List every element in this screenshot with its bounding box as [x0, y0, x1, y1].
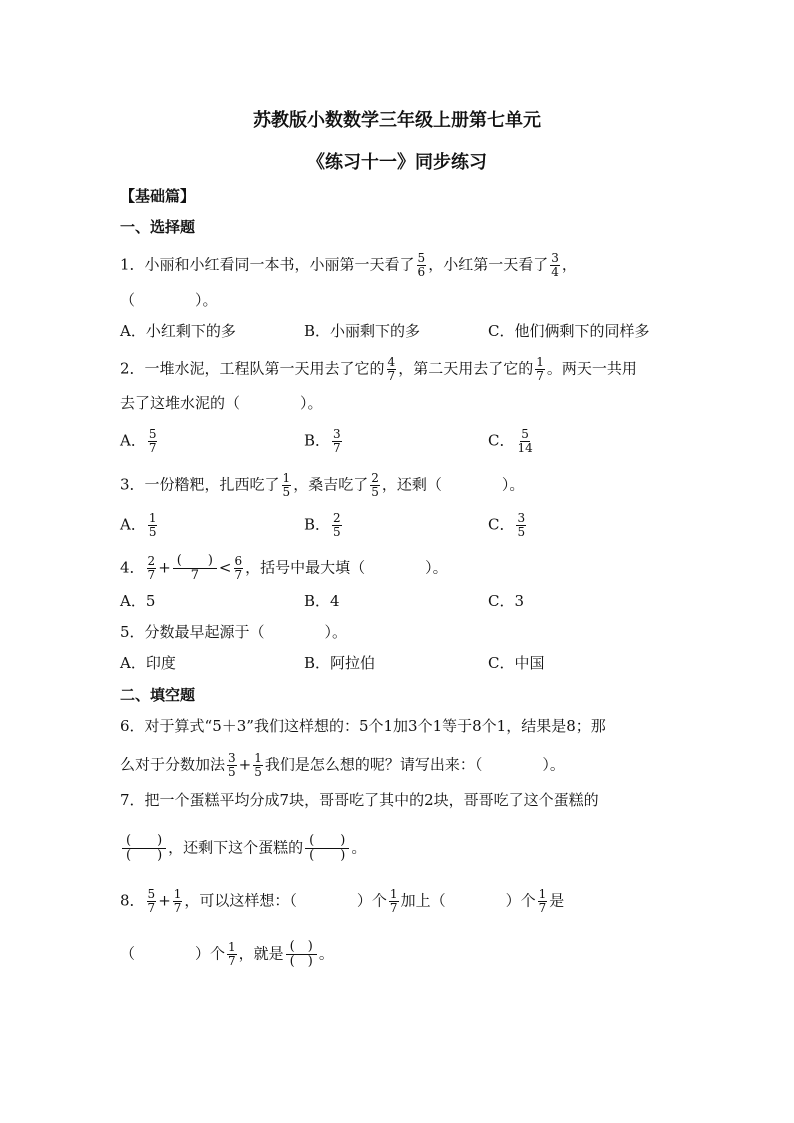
- question-6: 6．对于算式“5＋3”我们这样想的：5个1加3个1等于8个1，结果是8；那: [120, 717, 606, 735]
- q2-option-c[interactable]: C． $\frac{5}{14}$: [488, 427, 533, 455]
- part1-heading: 一、选择题: [120, 218, 196, 236]
- page-title: 苏教版小数数学三年级上册第七单元: [253, 110, 541, 131]
- question-4: 4． $\frac{2}{7}$ + $\frac{( )}{7}$ < $\frac{6}{7}$ ，括号中最大填（ ）。: [120, 553, 448, 583]
- q5-option-a[interactable]: A．印度: [120, 654, 176, 672]
- q4-text-c: ，括号中最大填（ ）。: [245, 558, 448, 577]
- q3-option-a[interactable]: A． $\frac{1}{5}$: [120, 511, 157, 539]
- part2-heading: 二、填空题: [120, 686, 196, 704]
- q1-option-c[interactable]: C．他们俩剩下的同样多: [488, 322, 650, 340]
- q1-text-c: ，: [561, 255, 577, 274]
- fraction: $\frac{3}{5}$: [228, 751, 236, 779]
- question-3: [120, 472, 524, 499]
- q1-answer-blank[interactable]: （ ）。: [120, 291, 218, 309]
- question-8: 8． $\frac{5}{7}$ + $\frac{1}{7}$ ，可以这样想：（ ）个 $\frac{1}{7}$ 加上（ ）个 $\frac{1}{7}$ 是: [120, 887, 565, 915]
- page-subtitle: 《练习十一》同步练习: [307, 152, 487, 173]
- question-7: 7．把一个蛋糕平均分成7块，哥哥吃了其中的2块，哥哥吃了这个蛋糕的: [120, 791, 599, 809]
- q3-text-b: ，桑吉吃了: [293, 475, 369, 494]
- fraction: $\frac{4}{7}$: [387, 355, 396, 383]
- fraction: $\frac{5}{7}$: [147, 887, 156, 915]
- fraction: $\frac{1}{7}$: [536, 355, 544, 383]
- fraction: $\frac{5}{6}$: [417, 251, 426, 279]
- question-2: [120, 356, 637, 383]
- blank-fraction[interactable]: $\frac{( )}{7}$: [173, 554, 217, 583]
- question-7-line2: $\frac{( )}{( )}$ ，还剩下这个蛋糕的 $\frac{( )}{( )}$ 。: [120, 834, 366, 863]
- section-basic: 【基础篇】: [120, 187, 196, 205]
- blank-fraction[interactable]: $\frac{( )}{( )}$: [286, 940, 317, 969]
- q5-option-b[interactable]: B．阿拉伯: [304, 654, 376, 672]
- q3-text-c: ，还剩（ ）。: [381, 475, 525, 494]
- q3-option-b[interactable]: B． $\frac{2}{5}$: [304, 511, 341, 539]
- q1-option-b[interactable]: B．小丽剩下的多: [304, 322, 421, 340]
- fraction: $\frac{1}{7}$: [389, 887, 398, 915]
- fraction: $\frac{1}{7}$: [228, 940, 236, 968]
- question-6-line2: 么对于分数加法 $\frac{3}{5}$ + $\frac{1}{5}$ 我们是怎么想的呢？请写出来：（ ）。: [120, 751, 565, 779]
- fraction: $\frac{2}{7}$: [147, 554, 156, 582]
- q3-text-a: 3．一份糌粑，扎西吃了: [120, 475, 280, 494]
- blank-fraction[interactable]: $\frac{( )}{( )}$: [305, 834, 349, 863]
- blank-fraction[interactable]: $\frac{( )}{( )}$: [122, 834, 166, 863]
- q6-answer-blank[interactable]: 我们是怎么想的呢？请写出来：（ ）。: [264, 755, 565, 774]
- fraction: $\frac{1}{7}$: [538, 887, 547, 915]
- question-1: [120, 252, 577, 279]
- q2-line2: 去了这堆水泥的（ ）。: [120, 394, 323, 412]
- q4-option-c[interactable]: C．3: [488, 592, 525, 610]
- q1-text-b: ，小红第一天看了: [428, 255, 549, 274]
- fraction: $\frac{1}{5}$: [254, 751, 262, 779]
- fraction: $\frac{6}{7}$: [234, 554, 243, 582]
- q2-text-c: 。两天一共用: [546, 359, 637, 378]
- q2-option-b[interactable]: B． $\frac{3}{7}$: [304, 427, 341, 455]
- fraction: $\frac{1}{7}$: [173, 887, 182, 915]
- fraction: $\frac{2}{5}$: [371, 471, 379, 499]
- q2-text-b: ，第二天用去了它的: [398, 359, 534, 378]
- fraction: $\frac{3}{4}$: [551, 251, 559, 279]
- question-5: 5．分数最早起源于（ ）。: [120, 623, 348, 641]
- q1-option-a[interactable]: A．小红剩下的多: [120, 322, 236, 340]
- q1-text-a: 1．小丽和小红看同一本书，小丽第一天看了: [120, 255, 415, 274]
- fraction: $\frac{1}{5}$: [282, 471, 291, 499]
- q2-text-a: 2．一堆水泥，工程队第一天用去了它的: [120, 359, 385, 378]
- q3-option-c[interactable]: C． $\frac{3}{5}$: [488, 511, 526, 539]
- q4-option-a[interactable]: A．5: [120, 592, 156, 610]
- q2-option-a[interactable]: A． $\frac{5}{7}$: [120, 427, 157, 455]
- q4-option-b[interactable]: B．4: [304, 592, 340, 610]
- question-8-line2: （ ）个 $\frac{1}{7}$ ，就是 $\frac{( )}{( )}$ 。: [120, 939, 334, 969]
- q5-option-c[interactable]: C．中国: [488, 654, 545, 672]
